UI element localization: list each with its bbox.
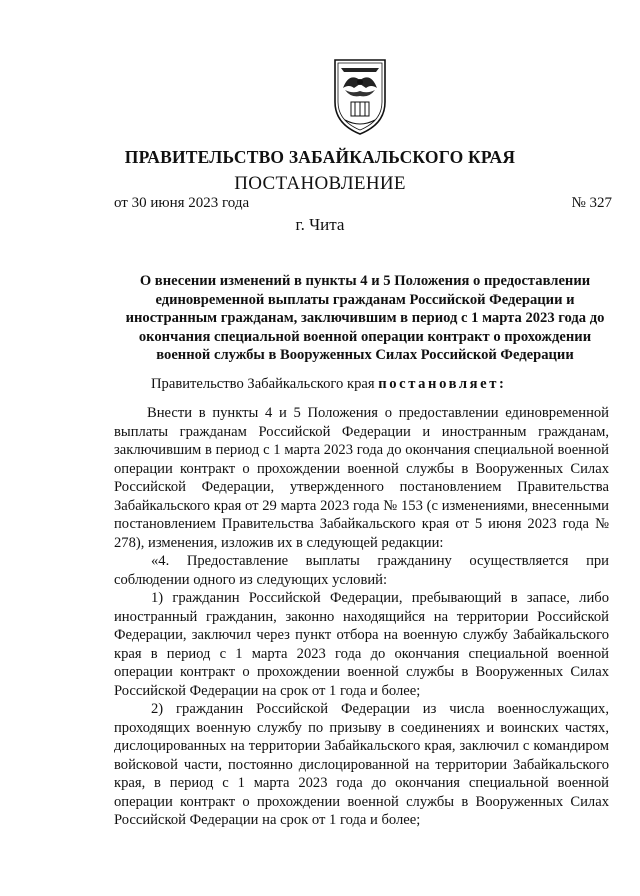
paragraph: «4. Предоставление выплаты гражданину осуществляется при соблюдении одного из следующих условий:	[114, 553, 609, 588]
government-name: ПРАВИТЕЛЬСТВО ЗАБАЙКАЛЬСКОГО КРАЯ	[124, 147, 516, 167]
document-city: г. Чита	[295, 215, 345, 234]
paragraph: 2) гражданин Российской Федерации из числа военнослужащих, проходящих военную службу по призыву в соединениях и воинских частях, дислоцированных на территории Забайкальского края, заключил с командиром войсковой части, постоянно дислоцированной на территории Забайкальского края, в период с 1 марта 2023 года до окончания специальной военной операции контракт о прохождении военной службы в Вооруженных Силах Российской Федерации на срок от 1 года и более;	[114, 701, 609, 828]
decree-line	[151, 376, 506, 393]
paragraph: 1) гражданин Российской Федерации, пребывающий в запасе, либо иностранный гражданин, законно находящийся на территории Российской Федерации, заключил через пункт отбора на военную службу Забайкальского края в период с 1 марта 2023 года до окончания специальной военной операции контракт о прохождении военной службы в Вооруженных Силах Российской Федерации на срок от 1 года и более;	[114, 590, 609, 699]
paragraph: Внести в пункты 4 и 5 Положения о предоставлении единовременной выплаты гражданам Российской Федерации и иностранным гражданам, заключившим в период с 1 марта 2023 года до окончания специальной военной операции контракт о прохождении военной службы в Вооруженных Силах Российской Федерации, утвержденного постановлением Правительства Забайкальского края от 29 марта 2023 года № 153 (с изменениями, внесенными постановлением Правительства Забайкальского края от 5 июня 2023 года № 278), изменения, изложив их в следующей редакции:	[114, 405, 609, 551]
document-number: № 327	[571, 195, 612, 211]
decree-prefix: Правительство Забайкальского края	[151, 376, 379, 392]
document-date: от 30 июня 2023 года	[114, 195, 250, 211]
document-type: ПОСТАНОВЛЕНИЕ	[234, 173, 406, 194]
document-title: О внесении изменений в пункты 4 и 5 Положения о предоставлении единовременной выплаты гражданам Российской Федерации и иностранным гражданам, заключившим в период с 1 марта 2023 года до окончания специальной военной операции контракт о прохождении военной службы в Вооруженных Силах Российской Федерации	[125, 273, 605, 364]
coat-of-arms-icon	[331, 58, 389, 136]
document-body	[114, 404, 609, 830]
decree-verb: постановляет:	[378, 376, 507, 392]
